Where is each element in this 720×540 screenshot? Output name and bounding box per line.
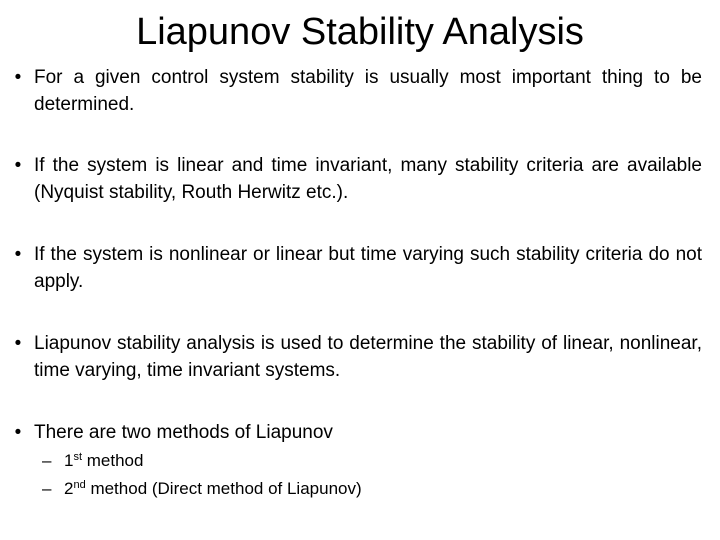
bullet-item: [8, 64, 702, 118]
bullet-item: [8, 419, 702, 446]
sub-bullet-ordinal: st: [73, 451, 83, 463]
slide-title: Liapunov Stability Analysis: [136, 11, 584, 53]
sub-bullet-text: method (Direct method of Liapunov): [85, 479, 362, 498]
sub-bullet-text: method: [82, 451, 144, 470]
bullet-text: If the system is nonlinear or linear but time varying such stability criteria do not apply.: [34, 244, 702, 292]
bullet-item: [8, 241, 702, 295]
bullet-icon: •: [14, 155, 22, 176]
bullet-icon: •: [14, 67, 22, 88]
bullet-text: Liapunov stability analysis is used to determine the stability of linear, nonlinear, time varying, time invariant systems.: [34, 333, 702, 381]
sub-bullet-number: 2: [64, 479, 74, 498]
bullet-icon: •: [14, 422, 22, 443]
dash-icon: –: [42, 479, 52, 498]
bullet-text: If the system is linear and time invariant, many stability criteria are available (Nyquist stability, Routh Herwitz etc.).: [34, 155, 702, 203]
sub-bullet-item: [42, 449, 143, 473]
bullet-text: There are two methods of Liapunov: [34, 422, 333, 443]
dash-icon: –: [42, 451, 52, 470]
sub-bullet-ordinal: nd: [73, 479, 86, 491]
bullet-text: For a given control system stability is usually most important thing to be determined.: [34, 67, 702, 115]
bullet-icon: •: [14, 244, 22, 265]
sub-bullet-number: 1: [64, 451, 74, 470]
sub-bullet-item: [42, 477, 362, 501]
bullet-item: [8, 152, 702, 206]
bullet-item: [8, 330, 702, 384]
bullet-icon: •: [14, 333, 22, 354]
